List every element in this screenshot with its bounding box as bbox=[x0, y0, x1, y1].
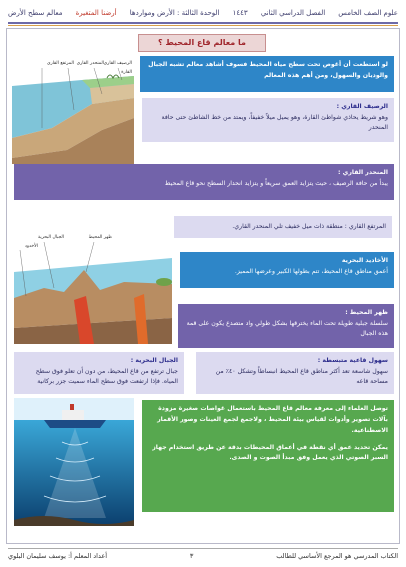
shelf-box bbox=[142, 98, 394, 142]
header-divider-accent bbox=[8, 25, 398, 26]
header-term: الفصل الدراسي الثاني bbox=[260, 9, 326, 17]
slope-title: المنحدر القاري : bbox=[338, 169, 388, 176]
label-trench: الأخدود bbox=[24, 244, 38, 249]
slope-box bbox=[14, 164, 394, 200]
mountains-title: الجبال البحرية : bbox=[130, 357, 178, 364]
label-shelf: الرصيف القاري bbox=[103, 61, 132, 66]
header-unit: الوحدة الثالثة : الأرض ومواردها bbox=[129, 9, 220, 17]
label-ridge: ظهر المحيط bbox=[88, 235, 112, 240]
trenches-box bbox=[180, 252, 394, 288]
page-number: ٣ bbox=[189, 551, 194, 560]
continental-margin-diagram bbox=[12, 58, 134, 164]
slope-text: يبدأ من حافة الرصيف ، حيث يتزايد العمق سريعاً و يتزايد انحدار السطح نحو قاع المحيط bbox=[164, 179, 388, 187]
header-lesson: معالم سطح الأرض bbox=[8, 9, 63, 17]
footer-note: الكتاب المدرسي هو المرجع الأساسي للطالب bbox=[276, 551, 398, 560]
label-mountains: الجبال البحرية bbox=[38, 235, 64, 240]
header-year: ١٤٤٣ bbox=[232, 9, 248, 17]
plains-text: سهول شاسعة تعد أكثر مناطق قاع المحيط انبساطاً وتشكل ٤٠٪ من مساحة قاعه bbox=[215, 367, 388, 386]
trenches-text: أعمق مناطق قاع المحيط، تتم بطولها الكبير وعرضها المميز. bbox=[234, 267, 388, 275]
trenches-title: الأخاديد البحرية bbox=[341, 257, 388, 264]
intro-text: لو استطعت أن أغوص تحت سطح مياه المحيط فسوف أشاهد معالم تشبه الجبال والوديان والسهول، ومن أهم هذه المعالم bbox=[148, 61, 388, 79]
shelf-text: وهو شريط يحاذي شواطئ القارة، وهو يميل ميلاً خفيفاً، ويمتد من خط الشاطئ حتى حافة المنحدر bbox=[161, 113, 388, 132]
sonar-ship-picture bbox=[14, 398, 134, 526]
ocean-floor-illustration bbox=[14, 232, 172, 344]
study-text-2: يمكن تحديد عمق أي نقطة في أعماق المحيطات بدقة عن طريق استخدام جهاز السبر الصوتي الذي يعمل وفق مبدأ الصوت و الصدى. bbox=[152, 443, 388, 462]
label-continent: القارة bbox=[121, 70, 132, 75]
header-subject: علوم الصف الخامس bbox=[338, 9, 398, 17]
page-header bbox=[8, 6, 398, 20]
sonar-ship-illustration bbox=[14, 398, 134, 526]
ridge-text: سلسلة جبلية طويلة تحت الماء يخترقها بشكل طولي واد متصدع يكون على قمة هذه الجبال bbox=[186, 319, 388, 338]
plains-title: سهول قاعية متبسطة : bbox=[317, 357, 388, 364]
rise-text: المرتفع القاري : منطقة ذات ميل خفيف تلي المنحدر القاري. bbox=[232, 223, 386, 230]
ridge-box bbox=[178, 304, 394, 348]
intro-box bbox=[140, 56, 394, 92]
label-rise: المرتفع القاري bbox=[46, 61, 74, 66]
study-text-1: توصل العلماء إلى معرفة معالم قاع المحيط باستعمال غواصات صغيرة مزودة بآلات تصوير وأدوات لقياس بيئة المحيط ، ولاجمع لجمع العينات وصور الأقمار الاصطناعية. bbox=[157, 405, 388, 434]
plains-box bbox=[196, 352, 394, 394]
header-chapter: أرضنا المتغيرة bbox=[75, 9, 117, 17]
continental-margin-illustration bbox=[12, 58, 134, 164]
header-divider bbox=[8, 22, 398, 24]
rise-box bbox=[174, 216, 392, 238]
study-box bbox=[142, 400, 394, 512]
mountains-box bbox=[14, 352, 184, 394]
page-title: ما معالم قاع المحيط ؟ bbox=[138, 34, 266, 52]
label-slope: المنحدر القاري bbox=[76, 61, 104, 66]
page-footer bbox=[8, 548, 398, 562]
ridge-title: ظهر المحيط : bbox=[345, 309, 388, 316]
shelf-title: الرصيف القاري : bbox=[336, 103, 388, 110]
mountains-text: جبال ترتفع من قاع المحيط، من دون أن تعلو فوق سطح المياه. فإذا ارتفعت فوق سطح الماء سميت جزر بركانية bbox=[35, 367, 178, 386]
footer-author: أعداد المعلم أ: يوسف سليمان البلوي bbox=[8, 551, 108, 560]
